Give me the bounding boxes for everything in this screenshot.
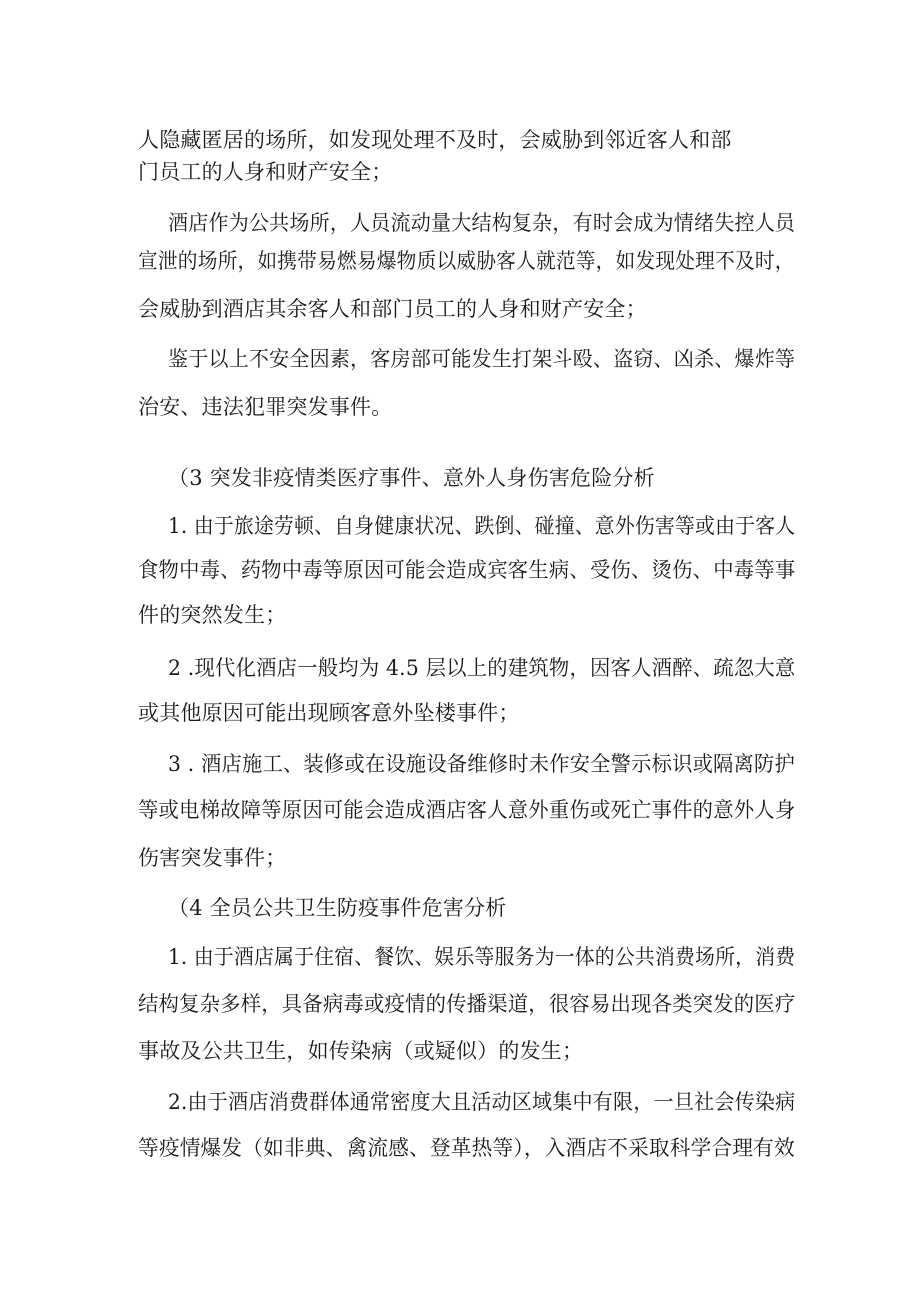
text-line: 3 . 酒店施工、装修或在设施设备维修时未作安全警示标识或隔离防护 (168, 752, 795, 776)
section-heading: （3 突发非疫情类医疗事件、意外人身伤害危险分析 (168, 466, 655, 490)
text-line: 1. 由于酒店属于住宿、餐饮、娱乐等服务为一体的公共消费场所，消费 (168, 945, 796, 969)
text-line: 食物中毒、药物中毒等原因可能会造成宾客生病、受伤、烫伤、中毒等事 (138, 558, 796, 582)
text-line: 2.由于酒店消费群体通常密度大且活动区域集中有限，一旦社会传染病 (168, 1090, 796, 1114)
text-line: 治安、违法犯罪突发事件。 (138, 395, 393, 419)
text-line: 1. 由于旅途劳顿、自身健康状况、跌倒、碰撞、意外伤害等或由于客人 (168, 514, 796, 538)
text-line: 宣泄的场所，如携带易燃易爆物质以威胁客人就范等，如发现处理不及时， (138, 249, 795, 273)
text-line: 门员工的人身和财产安全； (138, 160, 393, 184)
text-line: 酒店作为公共场所，人员流动量大结构复杂，有时会成为情绪失控人员 (168, 211, 796, 235)
text-line: 2 .现代化酒店一般均为 4.5 层以上的建筑物，因客人酒醉、疏忽大意 (168, 656, 796, 680)
text-line: 结构复杂多样，具备病毒或疫情的传播渠道，很容易出现各类突发的医疗 (138, 992, 796, 1016)
text-line: 人隐藏匿居的场所，如发现处理不及时，会威胁到邻近客人和部 (138, 128, 732, 152)
text-line: 事故及公共卫生，如传染病（或疑似）的发生； (138, 1039, 584, 1063)
section-heading: （4 全员公共卫生防疫事件危害分析 (168, 896, 507, 920)
text-line: 会威胁到酒店其余客人和部门员工的人身和财产安全； (138, 297, 647, 321)
text-line: 等或电梯故障等原因可能会造成酒店客人意外重伤或死亡事件的意外人身 (138, 798, 796, 822)
text-line: 等疫情爆发（如非典、禽流感、登革热等），入酒店不采取科学合理有效 (138, 1136, 795, 1160)
text-line: 件的突然发生； (138, 603, 287, 627)
text-line: 伤害突发事件； (138, 846, 287, 870)
text-line: 或其他原因可能出现顾客意外坠楼事件； (138, 701, 520, 725)
text-line: 鉴于以上不安全因素，客房部可能发生打架斗殴、盗窃、凶杀、爆炸等 (168, 347, 796, 371)
